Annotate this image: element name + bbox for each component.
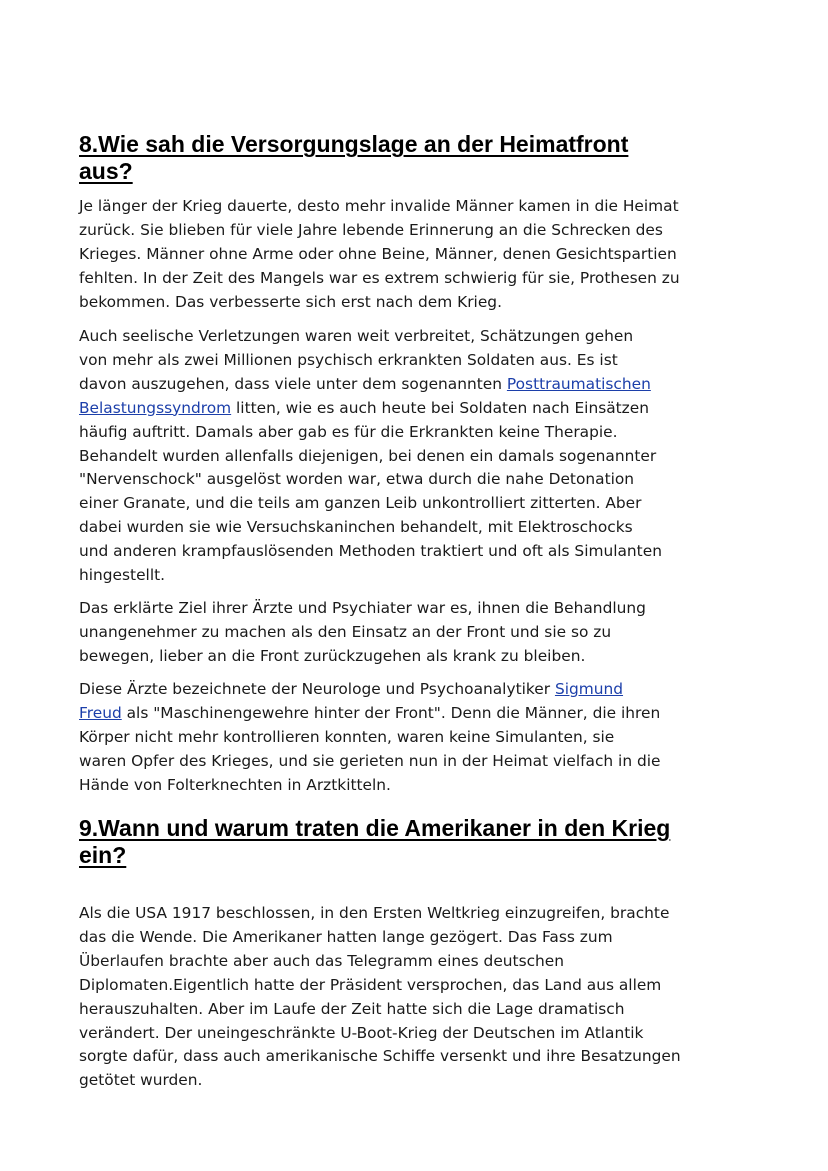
text-line: von mehr als zwei Millionen psychisch erkrankten Soldaten aus. Es ist (79, 350, 618, 369)
text-fragment: litten, wie es auch heute bei Soldaten nach Einsätzen (231, 398, 649, 417)
text-line (79, 702, 749, 726)
text-line (79, 397, 749, 421)
text-line: häufig auftritt. Damals aber gab es für die Erkrankten keine Therapie. (79, 422, 618, 441)
text-line: verändert. Der uneingeschränkte U-Boot-Krieg der Deutschen im Atlantik (79, 1023, 644, 1042)
text-line: fehlten. In der Zeit des Mangels war es extrem schwierig für sie, Prothesen zu (79, 268, 680, 287)
text-line: unangenehmer zu machen als den Einsatz an der Front und sie so zu (79, 622, 612, 641)
text-line: herauszuhalten. Aber im Laufe der Zeit hatte sich die Lage dramatisch (79, 999, 625, 1018)
text-line: Hände von Folterknechten in Arztkitteln. (79, 775, 391, 794)
text-line: getötet wurden. (79, 1071, 203, 1090)
section-8-heading (79, 131, 759, 185)
text-line: dabei wurden sie wie Versuchskaninchen behandelt, mit Elektroschocks (79, 518, 633, 537)
text-fragment: als "Maschinengewehre hinter der Front". Denn die Männer, die ihren (121, 703, 661, 722)
text-line: Behandelt wurden allenfalls diejenigen, bei denen ein damals sogenannter (79, 446, 657, 465)
text-line: bewegen, lieber an die Front zurückzugehen als krank zu bleiben. (79, 646, 586, 665)
posttraumatic-link-continued[interactable]: Belastungssyndrom (79, 398, 232, 417)
text-line: Je länger der Krieg dauerte, desto mehr invalide Männer kamen in die Heimat (79, 197, 679, 215)
text-line: einer Granate, und die teils am ganzen Leib unkontrolliert zitterten. Aber (79, 494, 642, 513)
text-line: hingestellt. (79, 566, 166, 585)
heading-line: 9.Wann und warum traten die Amerikaner in den Krieg (79, 815, 671, 841)
section-8-paragraph-1 (79, 195, 749, 315)
text-line: Auch seelische Verletzungen waren weit verbreitet, Schätzungen gehen (79, 327, 634, 345)
text-line: "Nervenschock" ausgelöst worden war, etwa durch die nahe Detonation (79, 470, 635, 489)
text-line: Diplomaten.Eigentlich hatte der Präsident versprochen, das Land aus allem (79, 975, 662, 994)
text-line: sorgte dafür, dass auch amerikanische Schiffe versenkt und ihre Besatzungen (79, 1047, 681, 1066)
text-line: Das erklärte Ziel ihrer Ärzte und Psychiater war es, ihnen die Behandlung (79, 599, 646, 617)
text-line: und anderen krampfauslösenden Methoden traktiert und oft als Simulanten (79, 542, 662, 561)
text-fragment: davon auszugehen, dass viele unter dem sogenannten (79, 374, 507, 393)
sigmund-freud-link-continued[interactable]: Freud (79, 703, 122, 722)
sigmund-freud-link[interactable]: Sigmund (554, 680, 624, 698)
text-fragment: Diese Ärzte bezeichnete der Neurologe und Psychoanalytiker (79, 680, 555, 698)
text-line: Krieges. Männer ohne Arme oder ohne Beine, Männer, denen Gesichtspartien (79, 244, 677, 263)
text-line: Überlaufen brachte aber auch das Telegramm eines deutschen (79, 951, 565, 970)
text-line (79, 678, 749, 702)
section-8-paragraph-4 (79, 678, 749, 798)
text-line (79, 373, 749, 397)
heading-line: ein? (79, 842, 127, 868)
text-line: Als die USA 1917 beschlossen, in den Ersten Weltkrieg einzugreifen, brachte (79, 904, 670, 922)
text-line: Körper nicht mehr kontrollieren konnten, waren keine Simulanten, sie (79, 727, 615, 746)
section-9-heading (79, 815, 759, 869)
section-8-paragraph-3 (79, 597, 749, 669)
heading-line: aus? (79, 158, 133, 184)
section-8-paragraph-2 (79, 325, 749, 588)
posttraumatic-link[interactable]: Posttraumatischen (506, 374, 651, 393)
section-9-paragraph-1 (79, 902, 749, 1093)
heading-line: 8.Wie sah die Versorgungslage an der Heimatfront (79, 131, 629, 157)
text-line: waren Opfer des Krieges, und sie gerieten nun in der Heimat vielfach in die (79, 751, 661, 770)
text-line: das die Wende. Die Amerikaner hatten lange gezögert. Das Fass zum (79, 927, 613, 946)
text-line: zurück. Sie blieben für viele Jahre lebende Erinnerung an die Schrecken des (79, 220, 663, 239)
text-line: bekommen. Das verbesserte sich erst nach dem Krieg. (79, 292, 502, 311)
